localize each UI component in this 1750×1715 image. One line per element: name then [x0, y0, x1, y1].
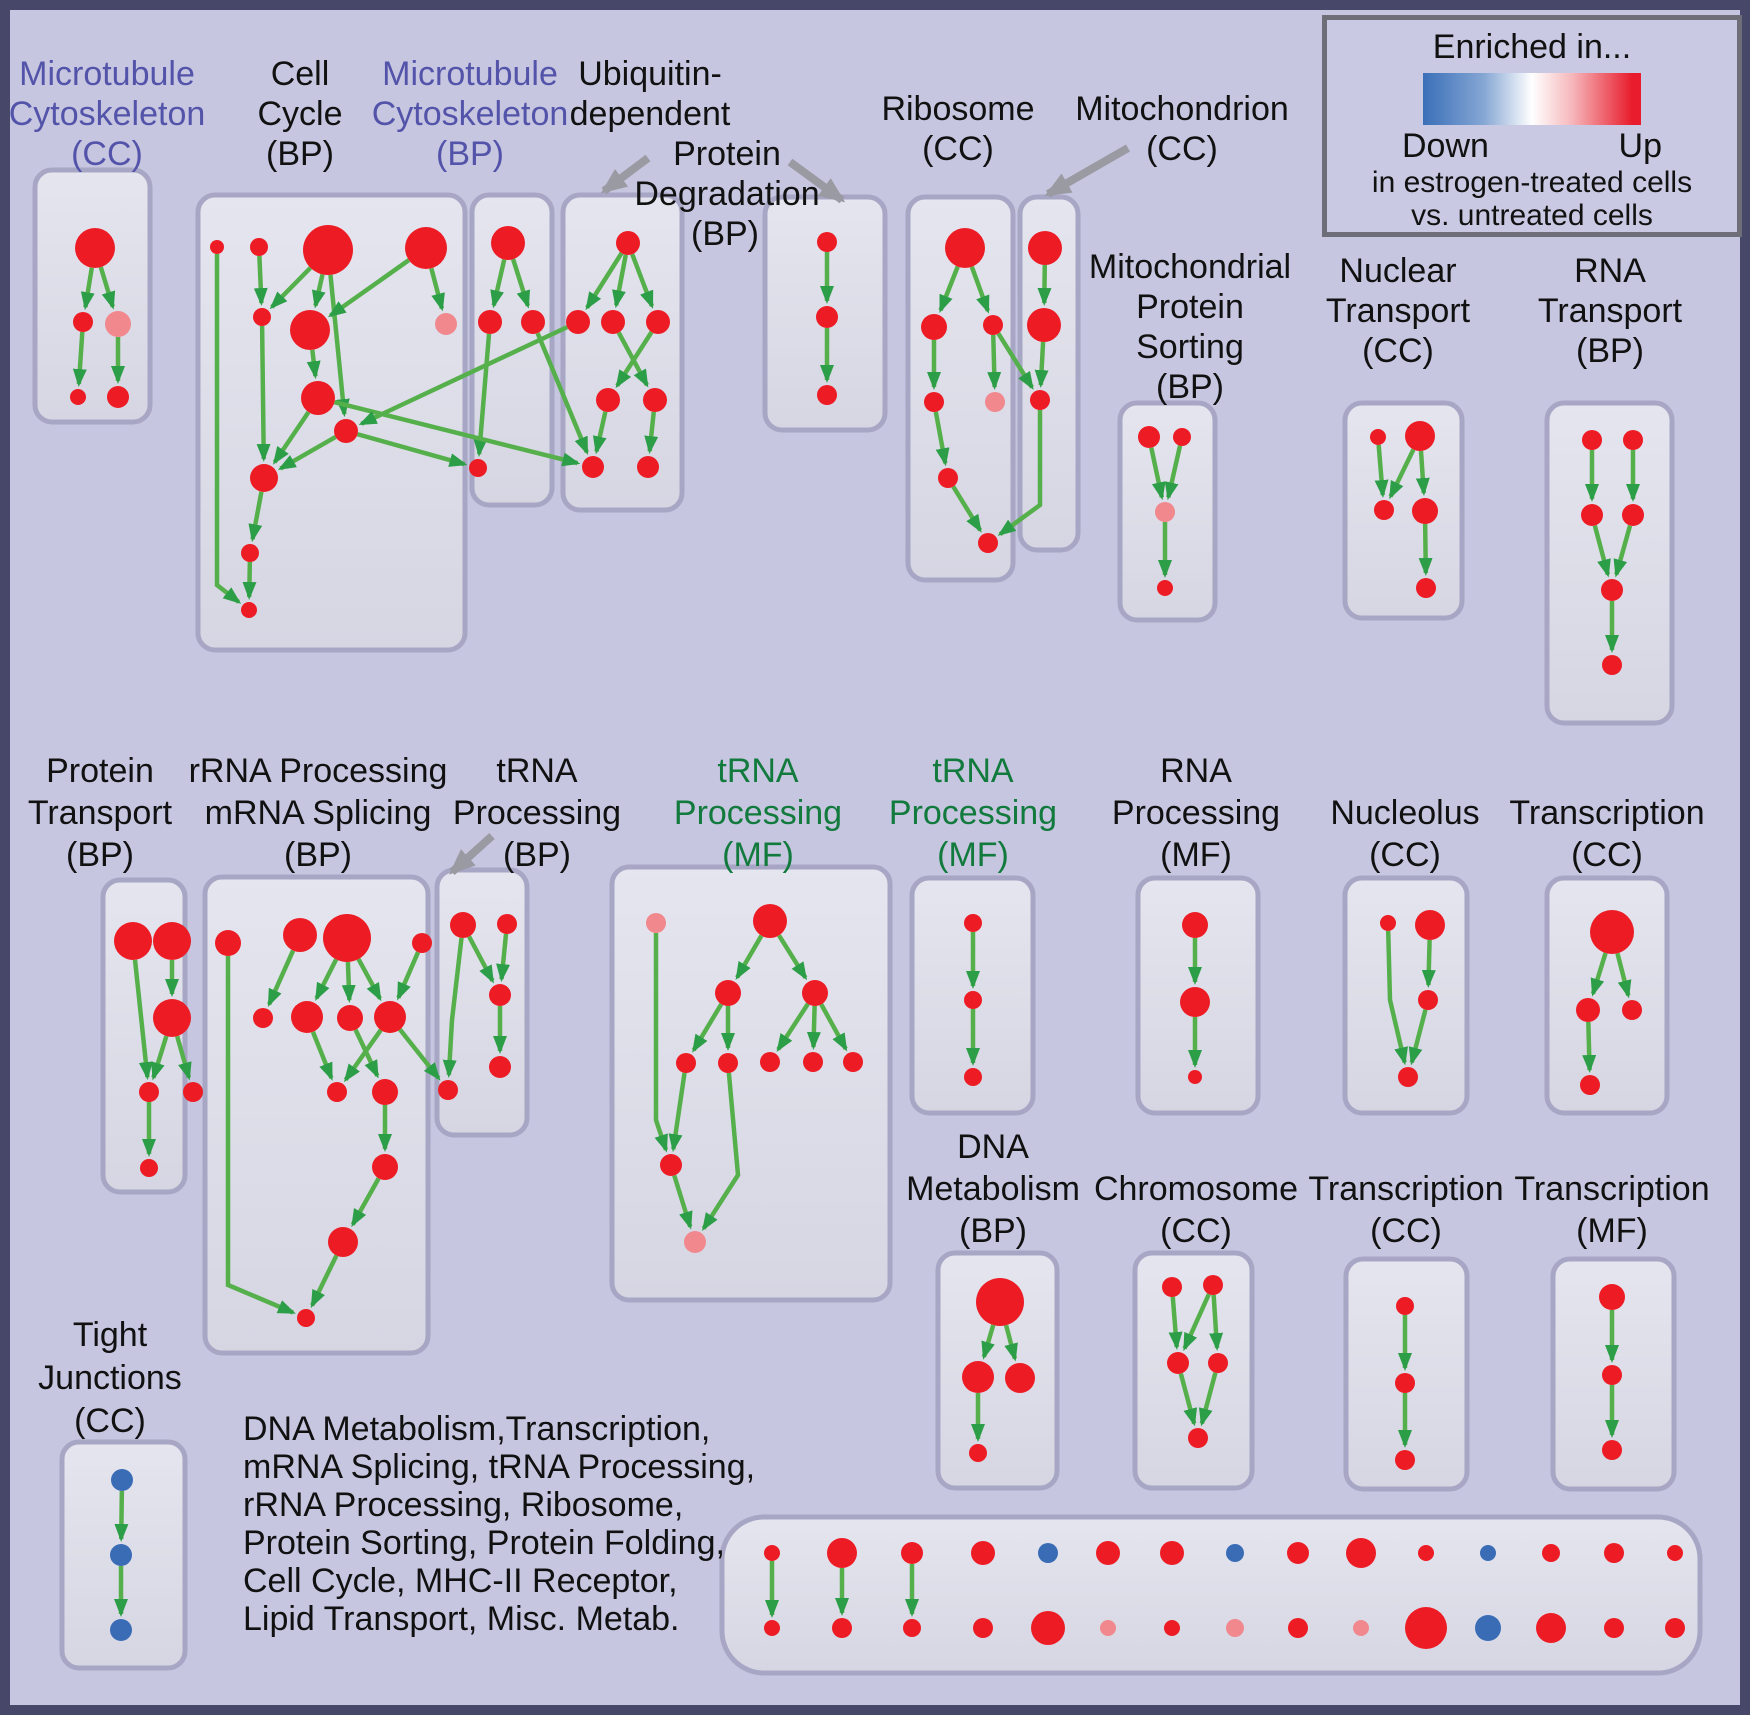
group-label-mt_bp: Microtubule: [382, 55, 558, 93]
group-label-cell_cycle: Cell: [270, 55, 330, 93]
go-term-node: [372, 1154, 398, 1180]
group-label-trans_cc_bot: (CC): [1370, 1212, 1442, 1250]
go-term-node: [646, 310, 670, 334]
group-label-ubiq_l: Protein: [673, 135, 781, 173]
go-term-node: [764, 1620, 780, 1636]
group-label-trans_mf: Transcription: [1514, 1170, 1710, 1208]
go-term-node: [1162, 1277, 1182, 1297]
go-term-node: [215, 930, 241, 956]
group-label-rna_proc: RNA: [1160, 752, 1232, 790]
go-term-node: [817, 385, 837, 405]
misc-text-line: Protein Sorting, Protein Folding,: [243, 1524, 725, 1562]
go-term-node: [983, 315, 1003, 335]
misc-text-line: DNA Metabolism,Transcription,: [243, 1410, 711, 1448]
edge: [1588, 1022, 1589, 1070]
go-term-node: [1031, 1611, 1065, 1645]
go-term-node: [1604, 1618, 1624, 1638]
go-term-node: [253, 1008, 273, 1028]
go-term-node: [753, 904, 787, 938]
group-label-trna_bp: Processing: [452, 794, 622, 832]
go-term-node: [684, 1231, 706, 1253]
go-term-node: [73, 312, 93, 332]
legend-subtitle-line2: vs. untreated cells: [1411, 199, 1653, 232]
go-term-node: [303, 225, 353, 275]
go-term-node: [973, 1618, 993, 1638]
go-term-node: [1396, 1297, 1414, 1315]
group-label-chromosome: (CC): [1160, 1212, 1232, 1250]
group-box-misc: [722, 1517, 1700, 1673]
go-term-node: [760, 1052, 780, 1072]
go-term-node: [715, 980, 741, 1006]
edge: [1425, 524, 1426, 573]
go-term-node: [1353, 1620, 1369, 1636]
group-label-ribosome: (CC): [922, 130, 994, 168]
go-term-node: [241, 602, 257, 618]
go-term-node: [1416, 578, 1436, 598]
go-term-node: [1287, 1542, 1309, 1564]
go-term-node: [450, 912, 476, 938]
go-term-node: [283, 918, 317, 952]
go-term-node: [70, 389, 86, 405]
go-term-node: [1398, 1067, 1418, 1087]
group-label-prot_trans: (BP): [66, 836, 134, 874]
go-term-node: [1536, 1613, 1566, 1643]
group-label-trans_cc_bot: Transcription: [1308, 1170, 1504, 1208]
go-term-node: [328, 1227, 358, 1257]
go-term-node: [803, 1052, 823, 1072]
legend-box: [1322, 15, 1742, 237]
group-label-trna_bp: (BP): [503, 836, 571, 874]
go-term-node: [1480, 1545, 1496, 1561]
go-term-node: [582, 456, 604, 478]
legend-subtitle: [1372, 166, 1692, 232]
group-label-trna_mf_lg: Processing: [673, 794, 843, 832]
go-term-node: [1405, 1607, 1447, 1649]
go-term-node: [139, 1082, 159, 1102]
go-term-node: [1395, 1450, 1415, 1470]
go-term-node: [601, 310, 625, 334]
go-term-node: [1160, 1541, 1184, 1565]
go-term-node: [816, 306, 838, 328]
legend-gradient-bar: [1423, 73, 1641, 125]
edge: [1428, 940, 1429, 985]
group-label-mito_sort: Protein: [1136, 288, 1244, 326]
go-term-node: [1005, 1363, 1035, 1393]
go-term-node: [153, 999, 191, 1037]
go-term-node: [616, 231, 640, 255]
group-label-mt_bp: Cytoskeleton: [371, 95, 569, 133]
go-term-node: [1226, 1619, 1244, 1637]
go-term-node: [489, 1056, 511, 1078]
go-term-node: [1164, 1620, 1180, 1636]
go-term-node: [1030, 390, 1050, 410]
go-term-node: [469, 459, 487, 477]
go-term-node: [832, 1618, 852, 1638]
group-label-trna_mf_sm: tRNA: [932, 752, 1014, 790]
go-term-node: [110, 1619, 132, 1641]
go-term-node: [291, 1001, 323, 1033]
group-label-tight: (CC): [74, 1402, 146, 1440]
edge: [993, 335, 994, 387]
go-term-node: [1380, 915, 1396, 931]
go-term-node: [817, 232, 837, 252]
go-term-node: [827, 1538, 857, 1568]
group-label-nucleolus: (CC): [1369, 836, 1441, 874]
go-term-node: [438, 1080, 458, 1100]
group-label-nuc_trans: Transport: [1325, 292, 1471, 330]
go-term-node: [478, 310, 502, 334]
go-term-node: [978, 533, 998, 553]
miscellaneous-groups-text: [243, 1410, 755, 1638]
go-term-node: [1138, 426, 1160, 448]
go-term-node: [1412, 498, 1438, 524]
group-label-mitochondrion: Mitochondrion: [1075, 90, 1289, 128]
go-term-node: [301, 381, 335, 415]
group-label-ubiq_l: dependent: [569, 95, 731, 133]
misc-text-line: mRNA Splicing, tRNA Processing,: [243, 1448, 756, 1486]
group-label-cell_cycle: (BP): [266, 135, 334, 173]
group-label-rrna: (BP): [284, 836, 352, 874]
go-term-node: [1027, 308, 1061, 342]
go-term-node: [1395, 1373, 1415, 1393]
go-term-node: [903, 1619, 921, 1637]
group-label-rrna: rRNA Processing: [188, 752, 448, 790]
misc-text-line: Lipid Transport, Misc. Metab.: [243, 1600, 680, 1638]
group-label-nucleolus: Nucleolus: [1330, 794, 1480, 832]
go-term-node: [1180, 987, 1210, 1017]
group-label-rrna: mRNA Splicing: [204, 794, 432, 832]
go-term-node: [1096, 1541, 1120, 1565]
go-term-node: [1602, 1365, 1622, 1385]
go-term-node: [802, 980, 828, 1006]
go-term-node: [1374, 500, 1394, 520]
go-term-node: [1155, 502, 1175, 522]
group-label-trna_mf_lg: tRNA: [717, 752, 799, 790]
go-term-node: [491, 226, 525, 260]
go-term-node: [1475, 1615, 1501, 1641]
go-term-node: [764, 1545, 780, 1561]
group-label-nuc_trans: Nuclear: [1339, 252, 1457, 290]
go-term-node: [646, 913, 666, 933]
group-label-ubiq_l: Ubiquitin-: [578, 55, 722, 93]
group-label-rna_proc: (MF): [1160, 836, 1232, 874]
go-term-node: [676, 1053, 696, 1073]
go-term-node: [327, 1082, 347, 1102]
go-term-node: [1157, 580, 1173, 596]
go-term-node: [969, 1444, 987, 1462]
go-term-node: [660, 1154, 682, 1176]
go-term-node: [114, 922, 152, 960]
group-label-ubiq_l: Degradation: [634, 175, 820, 213]
go-term-node: [964, 991, 982, 1009]
go-term-node: [1590, 910, 1634, 954]
group-label-rna_trans: (BP): [1576, 332, 1644, 370]
go-term-node: [843, 1052, 863, 1072]
go-term-node: [718, 1053, 738, 1073]
go-term-node: [566, 310, 590, 334]
go-term-node: [1418, 990, 1438, 1010]
edge: [348, 962, 349, 1000]
go-term-node: [253, 308, 271, 326]
go-term-node: [964, 914, 982, 932]
go-term-node: [1418, 1545, 1434, 1561]
group-label-mitochondrion: (CC): [1146, 130, 1218, 168]
go-term-node: [1601, 579, 1623, 601]
legend-up-label: Up: [1618, 127, 1662, 165]
edge: [312, 350, 315, 376]
go-term-node: [924, 392, 944, 412]
go-term-node: [1581, 504, 1603, 526]
group-label-cell_cycle: Cycle: [257, 95, 343, 133]
go-term-node: [521, 310, 545, 334]
group-label-chromosome: Chromosome: [1093, 1170, 1299, 1208]
group-label-tight: Junctions: [38, 1359, 182, 1397]
go-term-node: [1028, 231, 1062, 265]
go-term-node: [111, 1469, 133, 1491]
go-term-node: [1173, 428, 1191, 446]
go-term-node: [489, 984, 511, 1006]
go-term-node: [107, 386, 129, 408]
group-label-dna_met: Metabolism: [906, 1170, 1080, 1208]
edge: [1421, 451, 1424, 493]
go-term-node: [210, 240, 224, 254]
group-box-rna_trans: [1547, 403, 1672, 723]
go-term-node: [1100, 1620, 1116, 1636]
go-term-node: [1667, 1545, 1683, 1561]
go-term-node: [1288, 1618, 1308, 1638]
legend-down-label: Down: [1402, 127, 1489, 165]
go-term-node: [962, 1361, 994, 1393]
go-term-node: [241, 544, 259, 562]
go-term-node: [1188, 1070, 1202, 1084]
go-term-node: [110, 1544, 132, 1566]
group-label-mt_bp: (BP): [436, 135, 504, 173]
go-term-node: [1602, 1440, 1622, 1460]
group-box-chromosome: [1135, 1253, 1252, 1488]
group-label-trna_mf_sm: Processing: [888, 794, 1058, 832]
go-term-node: [976, 1278, 1024, 1326]
go-term-node: [1167, 1352, 1189, 1374]
go-term-node: [1599, 1284, 1625, 1310]
group-label-trna_bp: tRNA: [496, 752, 578, 790]
group-label-rna_proc: Processing: [1111, 794, 1281, 832]
group-box-mt_cc: [35, 170, 150, 422]
go-term-node: [153, 922, 191, 960]
group-label-prot_trans: Transport: [27, 794, 173, 832]
group-box-nuc_trans: [1345, 403, 1462, 618]
go-term-node: [1622, 1000, 1642, 1020]
go-term-node: [1188, 1428, 1208, 1448]
group-label-trans_mf: (MF): [1576, 1212, 1648, 1250]
group-label-dna_met: DNA: [957, 1128, 1029, 1166]
group-label-mito_sort: Mitochondrial: [1088, 248, 1292, 286]
edge: [259, 256, 261, 303]
go-term-node: [337, 1005, 363, 1031]
go-term-node: [1415, 910, 1445, 940]
go-term-node: [297, 1309, 315, 1327]
go-term-node: [405, 227, 447, 269]
go-term-node: [945, 228, 985, 268]
go-term-node: [372, 1079, 398, 1105]
group-label-ribosome: Ribosome: [881, 90, 1035, 128]
edge: [1041, 342, 1043, 385]
go-term-node: [1580, 1075, 1600, 1095]
go-term-node: [105, 311, 131, 337]
go-term-node: [1208, 1353, 1228, 1373]
group-label-tight: Tight: [72, 1316, 148, 1354]
go-term-node: [643, 388, 667, 412]
misc-text-line: rRNA Processing, Ribosome,: [243, 1486, 684, 1524]
go-term-node: [1405, 421, 1435, 451]
group-label-mito_sort: Sorting: [1136, 328, 1244, 366]
group-label-mt_cc: Microtubule: [19, 55, 195, 93]
group-label-trna_mf_sm: (MF): [937, 836, 1009, 874]
legend-subtitle-line1: in estrogen-treated cells: [1371, 166, 1693, 199]
go-term-node: [412, 933, 432, 953]
group-label-rna_trans: RNA: [1574, 252, 1646, 290]
go-term-node: [140, 1159, 158, 1177]
edge: [262, 326, 264, 459]
edge: [813, 1006, 814, 1047]
go-term-node: [1604, 1543, 1624, 1563]
go-term-node: [1038, 1543, 1058, 1563]
group-label-dna_met: (BP): [959, 1212, 1027, 1250]
go-term-node: [1226, 1544, 1244, 1562]
go-term-node: [334, 419, 358, 443]
go-term-node: [1623, 430, 1643, 450]
go-term-node: [250, 238, 268, 256]
go-term-node: [596, 388, 620, 412]
go-term-node: [1370, 429, 1386, 445]
group-label-trans_cc_mid: (CC): [1571, 836, 1643, 874]
go-term-node: [1346, 1538, 1376, 1568]
group-label-trans_cc_mid: Transcription: [1509, 794, 1705, 832]
go-term-node: [75, 228, 115, 268]
go-term-node: [637, 456, 659, 478]
group-label-ubiq_l: (BP): [691, 215, 759, 253]
go-term-node: [1665, 1618, 1685, 1638]
edge: [249, 562, 250, 597]
legend-title: Enriched in...: [1432, 28, 1632, 66]
group-label-nuc_trans: (CC): [1362, 332, 1434, 370]
go-term-node: [323, 914, 371, 962]
go-term-node: [1582, 430, 1602, 450]
go-term-node: [250, 464, 278, 492]
go-term-node: [1622, 504, 1644, 526]
go-term-node: [435, 313, 457, 335]
go-term-node: [901, 1542, 923, 1564]
go-term-node: [1602, 655, 1622, 675]
go-term-node: [921, 314, 947, 340]
group-label-mt_cc: Cytoskeleton: [8, 95, 206, 133]
go-term-node: [290, 310, 330, 350]
go-term-node: [1542, 1544, 1560, 1562]
misc-text-line: Cell Cycle, MHC-II Receptor,: [243, 1562, 678, 1600]
go-term-node: [985, 392, 1005, 412]
go-term-node: [1182, 912, 1208, 938]
go-term-node: [938, 468, 958, 488]
group-label-rna_trans: Transport: [1537, 292, 1683, 330]
go-term-node: [971, 1541, 995, 1565]
legend-axis-labels: [1402, 127, 1662, 166]
go-term-node: [1576, 998, 1600, 1022]
group-label-trna_mf_lg: (MF): [722, 836, 794, 874]
go-term-node: [497, 914, 517, 934]
group-label-mito_sort: (BP): [1156, 368, 1224, 406]
go-term-node: [964, 1068, 982, 1086]
edge: [121, 1491, 122, 1539]
go-term-node: [183, 1082, 203, 1102]
group-label-prot_trans: Protein: [46, 752, 154, 790]
go-term-node: [1203, 1275, 1223, 1295]
go-term-node: [374, 1001, 406, 1033]
group-label-mt_cc: (CC): [71, 135, 143, 173]
